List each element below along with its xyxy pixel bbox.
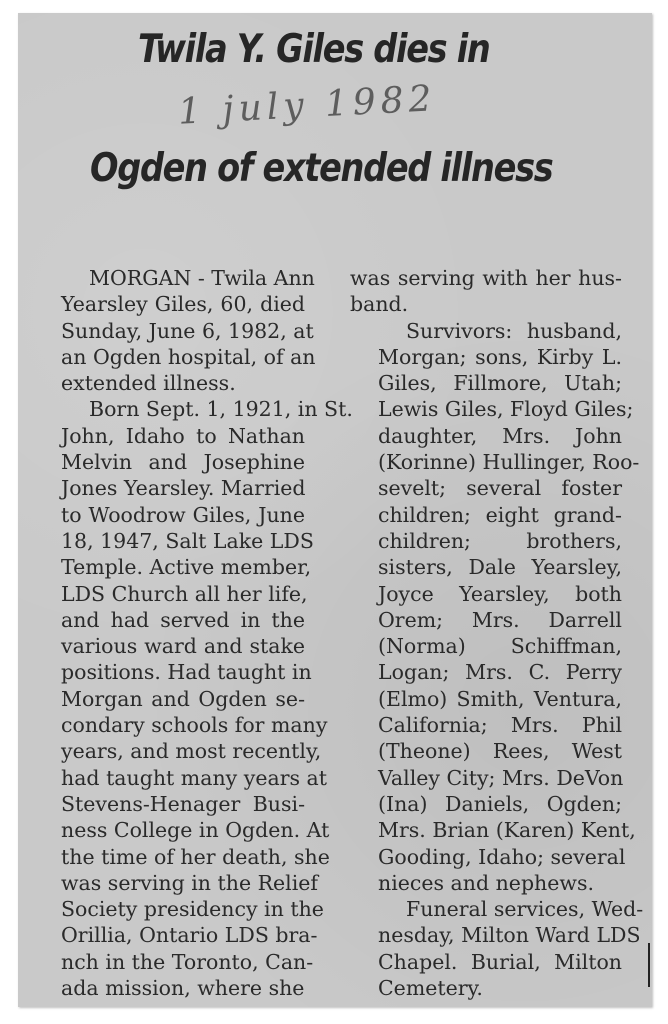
article-line: Stevens-Henager Busi- (61, 791, 305, 816)
article-line: Logan; Mrs. C. Perry (378, 660, 622, 685)
article-line: Giles, Fillmore, Utah; (378, 371, 622, 396)
article-line: Born Sept. 1, 1921, in St. (89, 397, 353, 422)
article-line: Chapel. Burial, Milton (378, 949, 622, 974)
article-line: Valley City; Mrs. DeVon (378, 765, 624, 790)
article-paragraph (350, 265, 622, 318)
article-line: Melvin and Josephine (61, 450, 305, 475)
article-line: Orillia, Ontario LDS bra- (61, 923, 318, 948)
article-line: an Ogden hospital, of an (61, 344, 316, 369)
article-line: had taught many years at (61, 765, 327, 790)
article-line: Survivors: husband, (406, 318, 622, 343)
article-line: (Elmo) Smith, Ventura, (378, 686, 622, 711)
article-line: nesday, Milton Ward LDS (378, 923, 641, 948)
article-line: (Norma) Schiffman, (378, 634, 622, 659)
article-paragraph (33, 396, 353, 1001)
article-line: Yearsley Giles, 60, died (61, 292, 305, 317)
article-line: Mrs. Brian (Karen) Kent, (378, 818, 636, 843)
article-line: (Theone) Rees, West (378, 739, 622, 764)
handwritten-date: 1 july 1982 (177, 78, 438, 133)
article-line: positions. Had taught in (61, 660, 312, 685)
article-line: band. (350, 292, 409, 317)
article-line: Orem; Mrs. Darrell (378, 607, 622, 632)
article-line: the time of her death, she (61, 844, 330, 869)
article-line: to Woodrow Giles, June (61, 502, 305, 527)
headline-line-2: Ogden of extended illness (90, 146, 553, 191)
article-line: was serving in the Relief (61, 870, 319, 895)
article-line: nch in the Toronto, Can- (61, 949, 314, 974)
article-column-right (350, 265, 644, 1001)
article-line: extended illness. (61, 371, 236, 396)
article-line: LDS Church all her life, (61, 581, 308, 606)
article-paragraph (33, 265, 316, 396)
article-line: Society presidency in the (61, 897, 324, 922)
article-line: ada mission, where she (61, 976, 305, 1001)
headline-line-1: Twila Y. Giles dies in (138, 27, 490, 72)
article-line: John, Idaho to Nathan (61, 423, 305, 448)
article-line: sisters, Dale Yearsley, (378, 555, 622, 580)
article-column-left (33, 265, 353, 1001)
newspaper-clipping (18, 13, 652, 1007)
article-line: various ward and stake (61, 634, 305, 659)
article-line: MORGAN - Twila Ann (89, 266, 315, 290)
article-line: 18, 1947, Salt Lake LDS (61, 528, 314, 553)
article-paragraph (350, 318, 640, 897)
article-line: Lewis Giles, Floyd Giles; (378, 397, 634, 422)
article-line: and had served in the (61, 607, 305, 632)
article-paragraph (350, 896, 644, 1001)
article-line: ness College in Ogden. At (61, 818, 330, 843)
article-line: (Korinne) Hullinger, Roo- (378, 450, 640, 475)
article-line: Cemetery. (378, 976, 483, 1001)
article-line: California; Mrs. Phil (378, 713, 622, 738)
article-line: nieces and nephews. (378, 870, 594, 895)
article-line: Funeral services, Wed- (406, 897, 644, 922)
article-line: daughter, Mrs. John (378, 423, 622, 448)
article-line: Jones Yearsley. Married (61, 476, 306, 501)
article-line: was serving with her hus- (350, 266, 622, 290)
article-line: Gooding, Idaho; several (378, 844, 626, 869)
article-line: years, and most recently, (61, 739, 322, 764)
article-line: Sunday, June 6, 1982, at (61, 318, 314, 343)
article-line: sevelt; several foster (378, 476, 622, 501)
article-line: Morgan; sons, Kirby L. (378, 344, 622, 369)
article-line: children; eight grand- (378, 502, 622, 527)
article-line: Morgan and Ogden se- (61, 686, 305, 711)
article-line: (Ina) Daniels, Ogden; (378, 791, 622, 816)
article-line: children; brothers, (378, 528, 622, 553)
article-line: Joyce Yearsley, both (378, 581, 622, 606)
article-line: Temple. Active member, (61, 555, 312, 580)
article-line: condary schools for many (61, 713, 328, 738)
